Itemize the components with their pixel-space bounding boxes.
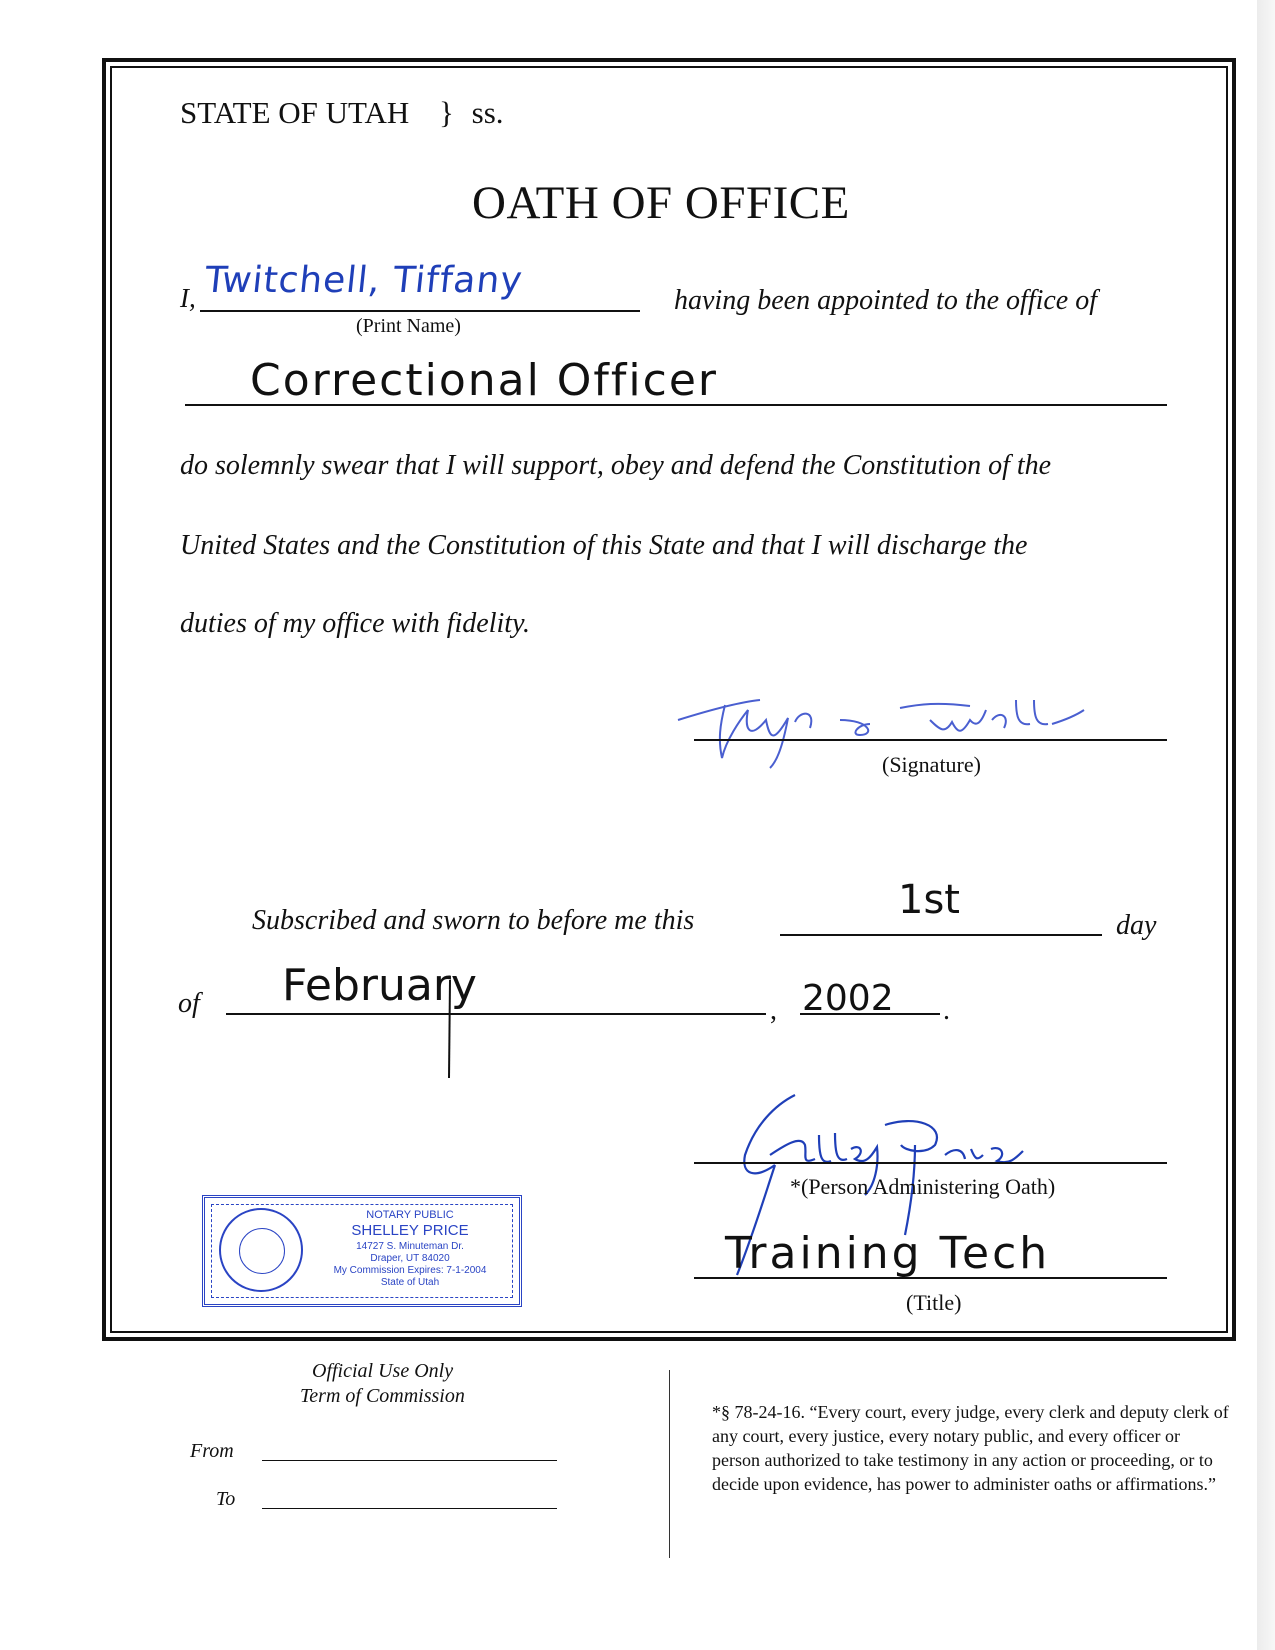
handwritten-name: Twitchell, Tiffany (202, 260, 525, 301)
stamp-line5: My Commission Expires: 7-1-2004 (333, 1265, 487, 1276)
scan-edge (1257, 0, 1275, 1650)
title-label: (Title) (906, 1290, 962, 1315)
administrator-line (694, 1162, 1167, 1164)
from-line (262, 1460, 557, 1461)
signature-label: (Signature) (882, 752, 981, 777)
stamp-line4: Draper, UT 84020 (370, 1253, 450, 1264)
of-word: of (178, 988, 200, 1019)
signature-line (694, 739, 1167, 741)
name-line (200, 310, 640, 312)
document-title: OATH OF OFFICE (472, 177, 850, 229)
notary-stamp (202, 1195, 522, 1307)
ss-abbrev: ss. (471, 95, 504, 130)
oath-body-line3: duties of my office with fidelity. (180, 608, 530, 639)
bracket: } (439, 95, 454, 130)
oath-taker-signature (670, 680, 1090, 770)
to-label: To (216, 1488, 236, 1510)
appointed-text: having been appointed to the office of (674, 285, 1098, 316)
date-period: . (943, 995, 950, 1026)
handwritten-year: 2002 (802, 978, 894, 1019)
from-label: From (190, 1440, 234, 1462)
state-seal-icon (219, 1208, 303, 1292)
print-name-label: (Print Name) (356, 315, 461, 337)
stamp-line6: State of Utah (380, 1277, 440, 1288)
stamp-line2: SHELLEY PRICE (351, 1222, 469, 1239)
oath-body-line1: do solemnly swear that I will support, obey and defend the Constitution of the (180, 450, 1052, 481)
administrator-label: *(Person Administering Oath) (790, 1174, 1056, 1199)
official-use-heading: Official Use Only (312, 1360, 454, 1382)
state-line (180, 95, 504, 131)
statute-footnote: *§ 78-24-16. “Every court, every judge, every clerk and deputy clerk of any court, every justice, every notary public, and every officer or person authorized to take testimony in any action or proceeding, or to decide upon evidence, has power to administer oaths or affirmations.” (712, 1402, 1229, 1494)
footer-divider (669, 1370, 670, 1558)
stamp-line1: NOTARY PUBLIC (366, 1209, 454, 1221)
handwritten-office: Correctional Officer (250, 355, 718, 406)
term-of-commission-heading: Term of Commission (300, 1385, 465, 1407)
handwritten-day: 1st (898, 877, 960, 923)
stamp-line3: 14727 S. Minuteman Dr. (356, 1241, 464, 1252)
handwritten-title: Training Tech (725, 1228, 1051, 1279)
oath-body-line2: United States and the Constitution of this State and that I will discharge the (180, 530, 1028, 561)
month-stroke (440, 980, 460, 1080)
date-comma: , (770, 995, 777, 1026)
state-name: STATE OF UTAH (180, 95, 410, 130)
day-line (780, 934, 1102, 936)
month-line (226, 1013, 766, 1015)
handwritten-month: February (282, 960, 477, 1011)
subscribed-text: Subscribed and sworn to before me this (252, 905, 695, 936)
day-word: day (1116, 910, 1157, 941)
pronoun-i: I, (180, 283, 196, 313)
to-line (262, 1508, 557, 1509)
